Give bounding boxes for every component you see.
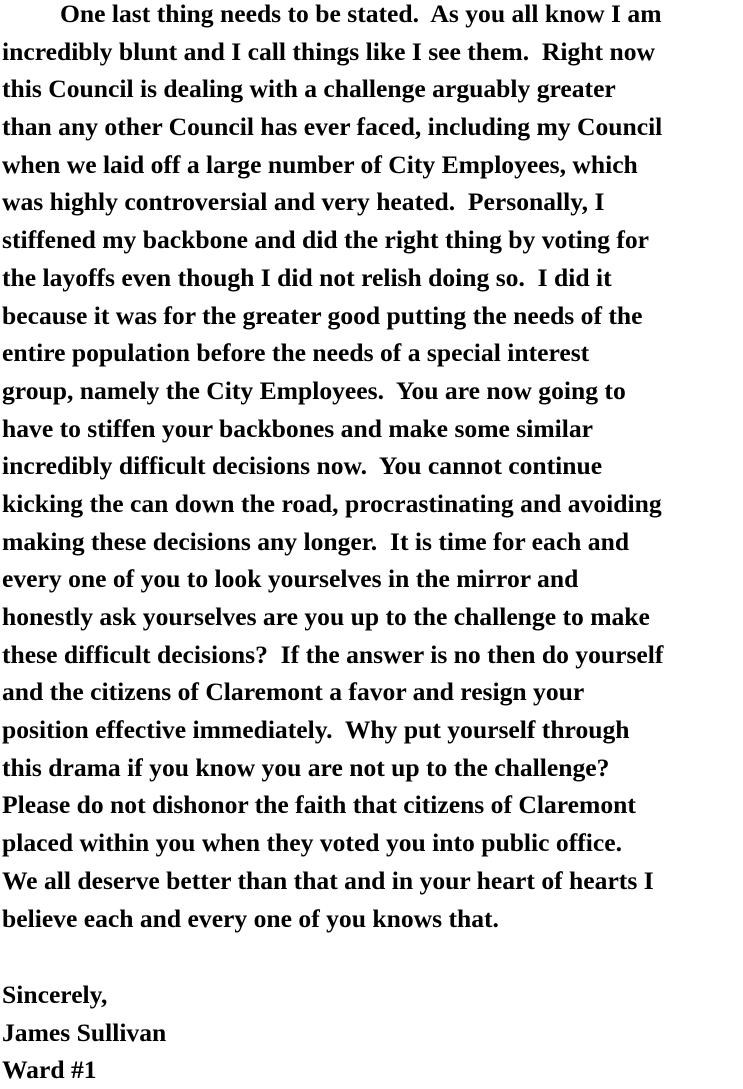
paragraph-line: these difficult decisions? If the answer is no then do yourself [2, 639, 664, 669]
paragraph-line: One last thing needs to be stated. As you all know I am [60, 0, 662, 28]
paragraph-line: because it was for the greater good putting the needs of the [2, 300, 643, 330]
paragraph-line: kicking the can down the road, procrastinating and avoiding [2, 488, 662, 518]
paragraph-line: than any other Council has ever faced, including my Council [2, 112, 663, 142]
paragraph-line: honestly ask yourselves are you up to the challenge to make [2, 602, 650, 631]
paragraph-line: when we laid off a large number of City Employees, which [2, 149, 638, 179]
signer-ward: Ward #1 [2, 1055, 97, 1085]
paragraph-line: entire population before the needs of a special interest [2, 338, 590, 368]
closing-salutation: Sincerely, [2, 980, 108, 1009]
signer-name: James Sullivan [2, 1017, 167, 1047]
paragraph-line: believe each and every one of you knows that. [2, 903, 499, 933]
paragraph-line: group, namely the City Employees. You are now going to [2, 375, 626, 405]
paragraph-line: We all deserve better than that and in your heart of hearts I [2, 865, 654, 895]
paragraph-line: placed within you when they voted you into public office. [2, 828, 622, 858]
paragraph-line: have to stiffen your backbones and make some similar [2, 413, 594, 443]
paragraph-line: incredibly blunt and I call things like I see them. Right now [2, 36, 655, 66]
paragraph-line: making these decisions any longer. It is time for each and [2, 526, 630, 556]
paragraph-line: was highly controversial and very heated. Personally, I [2, 187, 605, 217]
paragraph-line: the layoffs even though I did not relish doing so. I did it [2, 262, 612, 292]
paragraph-line: incredibly difficult decisions now. You cannot continue [2, 451, 603, 481]
letter-body-paragraph [2, 0, 743, 937]
paragraph-line: stiffened my backbone and did the right thing by voting for [2, 225, 650, 255]
paragraph-line: every one of you to look yourselves in the mirror and [2, 564, 579, 594]
paragraph-line: and the citizens of Claremont a favor and resign your [2, 677, 585, 707]
paragraph-line: position effective immediately. Why put yourself through [2, 715, 630, 745]
paragraph-line: Please do not dishonor the faith that citizens of Claremont [2, 790, 636, 820]
paragraph-line: this Council is dealing with a challenge arguably greater [2, 74, 616, 104]
letter-closing [2, 976, 402, 1089]
paragraph-line: this drama if you know you are not up to the challenge? [2, 752, 610, 782]
